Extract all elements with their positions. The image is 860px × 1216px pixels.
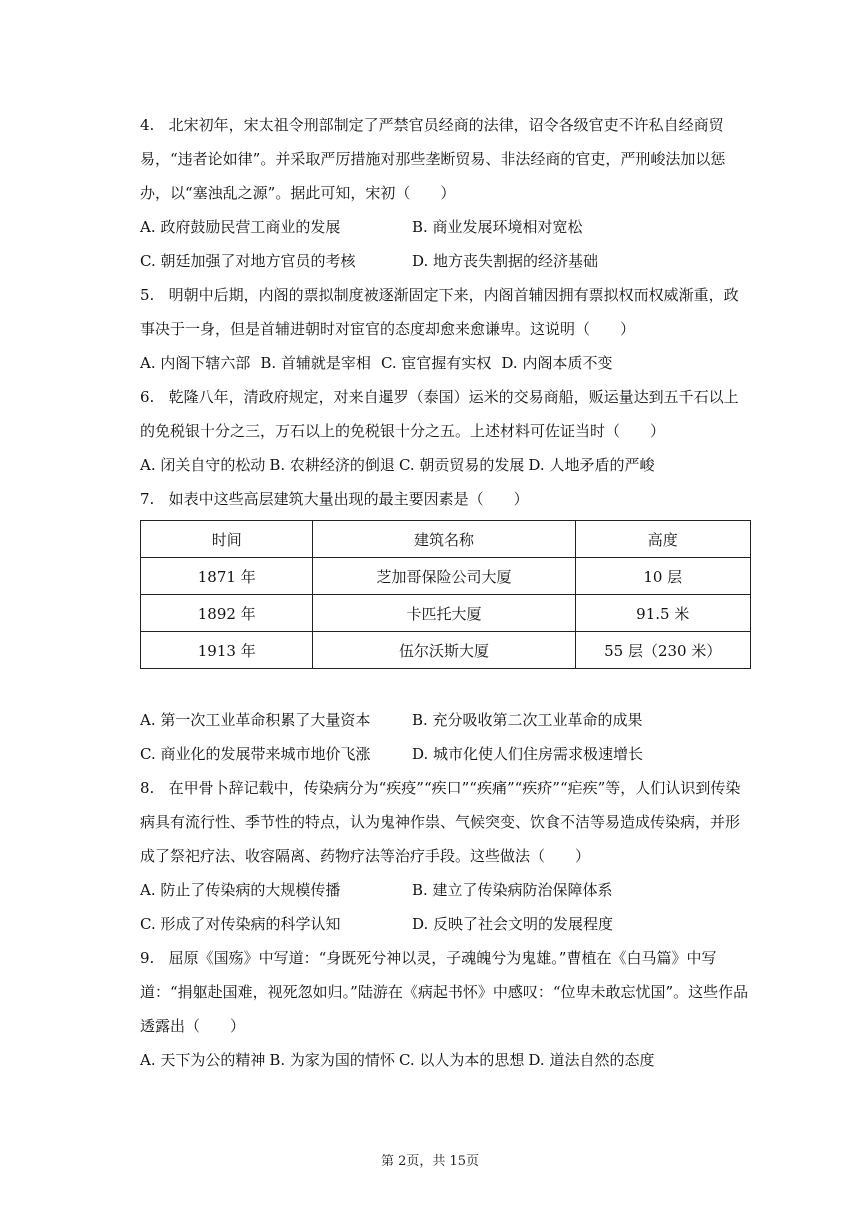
question-7-option-d[interactable]: D. 城市化使人们住房需求极速增长 — [412, 745, 644, 763]
table-cell: 伍尔沃斯大厦 — [313, 632, 575, 669]
question-4-stem: 4. 北宋初年，宋太祖令刑部制定了严禁官员经商的法律，诏令各级官吏不许私自经商贸易，“违者论如律”。并采取严厉措施对那些垄断贸易、非法经商的官吏，严刑峻法加以惩办，以“塞浊乱之源”。据此可知，宋初（ ） — [140, 116, 726, 202]
table-cell: 10 层 — [575, 558, 751, 595]
question-9-stem: 9. 屈原《国殇》中写道：“身既死兮神以灵，子魂魄兮为鬼雄。”曹植在《白马篇》中写道：“捐躯赴国难，视死忽如归。”陆游在《病起书怀》中感叹：“位卑未敢忘忧国”。这些作品透露出（ ） — [140, 949, 749, 1035]
question-9-option-b[interactable]: B. 为家为国的情怀 — [269, 1051, 395, 1069]
table-header-row — [141, 521, 751, 558]
table-row — [141, 632, 751, 669]
question-6-option-b[interactable]: B. 农耕经济的倒退 — [269, 456, 395, 474]
question-8-option-b[interactable]: B. 建立了传染病防治保障体系 — [412, 881, 613, 899]
question-5-option-d[interactable]: D. 内阁本质不变 — [501, 354, 613, 372]
question-5-options-row — [140, 346, 752, 380]
question-4-option-c[interactable]: C. 朝廷加强了对地方官员的考核 — [140, 252, 356, 270]
page-footer: 第 2页，共 15页 — [380, 1154, 480, 1169]
table-header-cell: 时间 — [141, 521, 313, 558]
table-cell: 1871 年 — [141, 558, 313, 595]
table-cell: 1913 年 — [141, 632, 313, 669]
spacer — [140, 669, 752, 703]
question-5-stem: 5. 明朝中后期，内阁的票拟制度被逐渐固定下来，内阁首辅因拥有票拟权而权威渐重，政事决于一身，但是首辅进朝时对宦官的态度却愈来愈谦卑。这说明（ ） — [140, 286, 739, 338]
question-4-options-row-1 — [140, 210, 752, 244]
buildings-table — [140, 520, 751, 669]
question-6-options-row — [140, 448, 752, 482]
question-4-option-b[interactable]: B. 商业发展环境相对宽松 — [412, 218, 583, 236]
question-5-option-c[interactable]: C. 宦官握有实权 — [380, 354, 492, 372]
question-8-option-d[interactable]: D. 反映了社会文明的发展程度 — [412, 915, 614, 933]
question-6-option-c[interactable]: C. 朝贡贸易的发展 — [398, 456, 525, 474]
table-row — [141, 558, 751, 595]
question-9-option-c[interactable]: C. 以人为本的思想 — [398, 1051, 525, 1069]
table-header-cell: 高度 — [575, 521, 751, 558]
question-6-option-a[interactable]: A. 闭关自守的松动 — [140, 456, 266, 474]
question-6-stem: 6. 乾隆八年，清政府规定，对来自暹罗（泰国）运米的交易商船，贩运量达到五千石以上的免税银十分之三，万石以上的免税银十分之五。上述材料可佐证当时（ ） — [140, 388, 739, 440]
table-row — [141, 595, 751, 632]
table-cell: 91.5 米 — [575, 595, 751, 632]
question-4-option-d[interactable]: D. 地方丧失割据的经济基础 — [412, 252, 599, 270]
question-9-option-d[interactable]: D. 道法自然的态度 — [528, 1051, 655, 1069]
question-8-stem: 8. 在甲骨卜辞记载中，传染病分为“疾疫”“疾口”“疾痛”“疾疥”“疟疾”等，人们认识到传染病具有流行性、季节性的特点，认为鬼神作祟、气候突变、饮食不洁等易造成传染病，并形成了祭祀疗法、收容隔离、药物疗法等治疗手段。这些做法（ ） — [140, 779, 741, 865]
table-cell: 卡匹托大厦 — [313, 595, 575, 632]
table-cell: 1892 年 — [141, 595, 313, 632]
question-8-options-row-2 — [140, 907, 752, 941]
question-7-option-a[interactable]: A. 第一次工业革命积累了大量资本 — [140, 711, 371, 729]
question-7-option-b[interactable]: B. 充分吸收第二次工业革命的成果 — [412, 711, 643, 729]
question-7-option-c[interactable]: C. 商业化的发展带来城市地价飞涨 — [140, 745, 371, 763]
question-9-options-row — [140, 1043, 752, 1077]
question-4-option-a[interactable]: A. 政府鼓励民营工商业的发展 — [140, 218, 341, 236]
question-9-option-a[interactable]: A. 天下为公的精神 — [140, 1051, 266, 1069]
question-7-options-row-1 — [140, 703, 752, 737]
question-5-option-a[interactable]: A. 内阁下辖六部 — [140, 354, 251, 372]
question-5-option-b[interactable]: B. 首辅就是宰相 — [260, 354, 371, 372]
question-7-options-row-2 — [140, 737, 752, 771]
question-7-stem: 7. 如表中这些高层建筑大量出现的最主要因素是（ ） — [140, 490, 529, 508]
question-8-option-a[interactable]: A. 防止了传染病的大规模传播 — [140, 881, 341, 899]
question-8-options-row-1 — [140, 873, 752, 907]
question-6-option-d[interactable]: D. 人地矛盾的严峻 — [528, 456, 655, 474]
table-header-cell: 建筑名称 — [313, 521, 575, 558]
table-cell: 芝加哥保险公司大厦 — [313, 558, 575, 595]
question-8-option-c[interactable]: C. 形成了对传染病的科学认知 — [140, 915, 341, 933]
table-cell: 55 层（230 米） — [575, 632, 751, 669]
question-list — [140, 108, 752, 1077]
question-4-options-row-2 — [140, 244, 752, 278]
